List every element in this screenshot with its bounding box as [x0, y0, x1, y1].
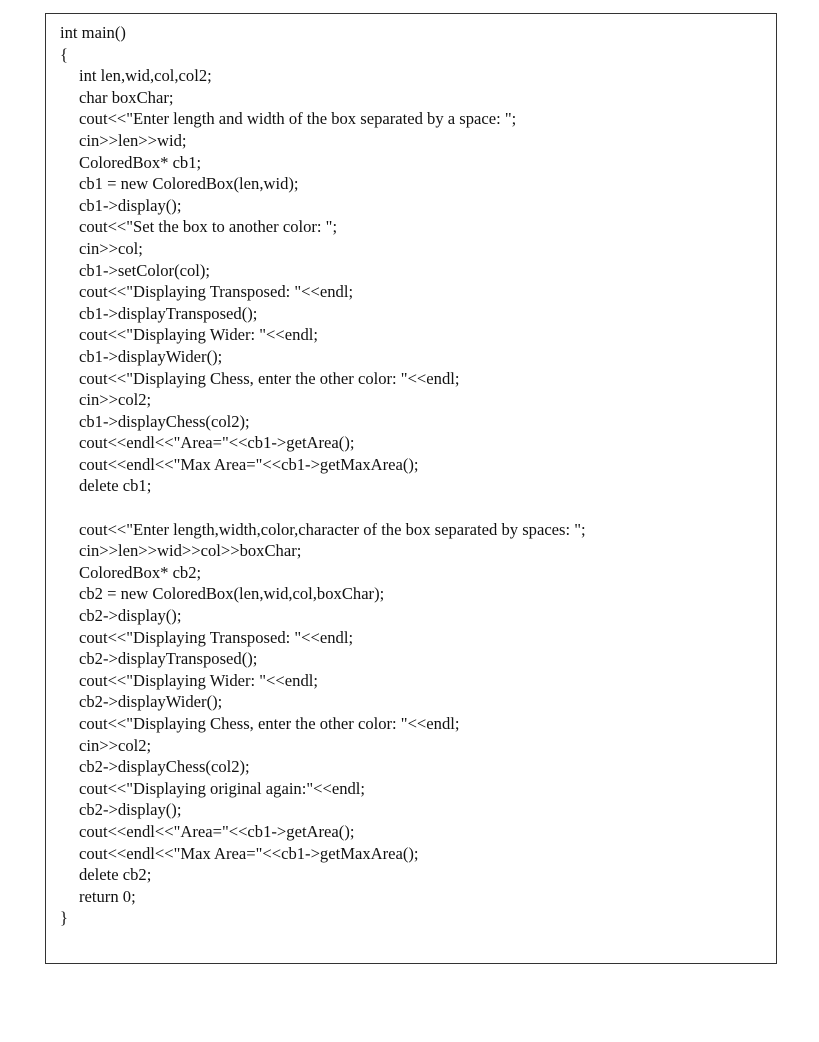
- code-line: cb2->displayWider();: [79, 692, 223, 712]
- code-line: cb1->displayChess(col2);: [79, 411, 250, 431]
- code-line: ColoredBox* cb2;: [79, 562, 202, 582]
- code-line: cin>>len>>wid;: [79, 130, 187, 150]
- code-line: cout<<"Set the box to another color: ";: [79, 217, 338, 237]
- code-line: cb1->setColor(col);: [79, 260, 211, 280]
- code-line: cb2->displayChess(col2);: [79, 757, 250, 777]
- code-line: cout<<"Displaying Wider: "<<endl;: [79, 325, 318, 345]
- code-line: int main(): [60, 23, 126, 42]
- code-line: cin>>len>>wid>>col>>boxChar;: [79, 541, 302, 561]
- code-line: cin>>col2;: [79, 735, 152, 755]
- code-line: cout<<"Enter length,width,color,character of the box separated by spaces: ";: [79, 519, 586, 539]
- code-line: cb1->display();: [79, 195, 182, 215]
- code-line: cb1 = new ColoredBox(len,wid);: [79, 174, 299, 194]
- blank-line: [60, 497, 586, 519]
- code-line: cin>>col2;: [79, 390, 152, 410]
- code-line: cb2->displayTransposed();: [79, 649, 258, 669]
- code-line: cout<<"Displaying Chess, enter the other color: "<<endl;: [79, 714, 460, 733]
- code-line: {: [60, 44, 68, 64]
- code-line: cin>>col;: [79, 238, 143, 258]
- code-line: return 0;: [79, 886, 136, 906]
- code-listing: [60, 22, 586, 929]
- code-line: cout<<endl<<"Area="<<cb1->getArea();: [79, 821, 355, 841]
- code-line: cout<<"Enter length and width of the box separated by a space: ";: [79, 109, 517, 129]
- code-line: }: [60, 908, 68, 928]
- code-listing-box: [45, 13, 777, 964]
- code-line: cout<<"Displaying Transposed: "<<endl;: [79, 282, 354, 302]
- code-line: char boxChar;: [79, 87, 174, 107]
- code-line: cout<<"Displaying Chess, enter the other color: "<<endl;: [79, 368, 460, 388]
- code-line: cout<<endl<<"Max Area="<<cb1->getMaxArea();: [79, 454, 419, 474]
- code-line: delete cb1;: [79, 476, 152, 496]
- code-line: cb2->display();: [79, 606, 182, 626]
- code-line: cout<<endl<<"Area="<<cb1->getArea();: [79, 433, 355, 453]
- code-line: int len,wid,col,col2;: [79, 66, 212, 86]
- code-line: cb1->displayWider();: [79, 346, 223, 366]
- code-line: cb2->display();: [79, 800, 182, 820]
- code-line: cb1->displayTransposed();: [79, 303, 258, 323]
- code-line: cout<<"Displaying Transposed: "<<endl;: [79, 627, 354, 647]
- code-line: cout<<"Displaying original again:"<<endl;: [79, 778, 366, 798]
- code-line: delete cb2;: [79, 865, 152, 885]
- code-line: ColoredBox* cb1;: [79, 152, 202, 172]
- code-line: cb2 = new ColoredBox(len,wid,col,boxChar);: [79, 584, 385, 604]
- code-line: cout<<endl<<"Max Area="<<cb1->getMaxArea();: [79, 843, 419, 863]
- code-line: cout<<"Displaying Wider: "<<endl;: [79, 670, 318, 690]
